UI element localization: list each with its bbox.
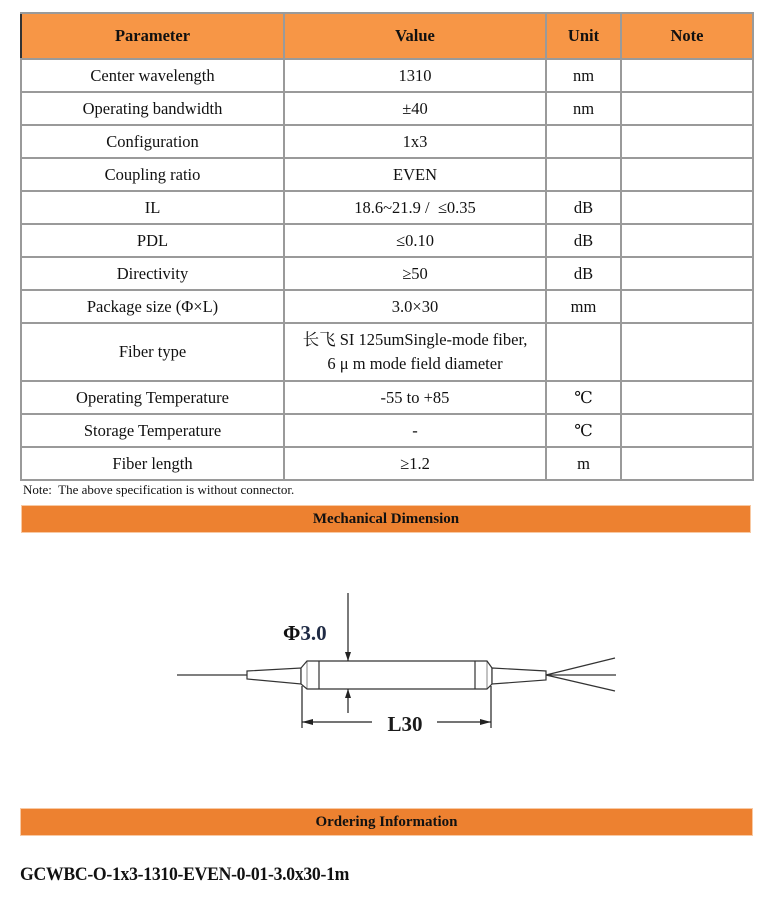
cell-value: - [284, 414, 546, 447]
cell-value: 3.0×30 [284, 290, 546, 323]
cell-parameter: Package size (Φ×L) [21, 290, 284, 323]
cell-value: ≥50 [284, 257, 546, 290]
cell-unit: nm [546, 92, 621, 125]
cell-unit: dB [546, 224, 621, 257]
table-row [21, 59, 753, 92]
cell-unit: m [546, 447, 621, 480]
cell-note [621, 92, 753, 125]
cell-note [621, 125, 753, 158]
table-row [21, 414, 753, 447]
cell-value: 18.6~21.9 / ≤0.35 [284, 191, 546, 224]
cell-value: ≥1.2 [284, 447, 546, 480]
specification-note: Note: The above specification is without connector. [23, 482, 295, 497]
cell-unit [546, 125, 621, 158]
table-row [21, 447, 753, 480]
cell-value: ≤0.10 [284, 224, 546, 257]
header-note: Note [621, 13, 753, 59]
output-fiber-3 [546, 675, 615, 691]
length-arrow-left [302, 719, 313, 725]
cell-parameter: Coupling ratio [21, 158, 284, 191]
cell-note [621, 158, 753, 191]
table-row [21, 191, 753, 224]
coupler-tube [301, 661, 492, 689]
cell-parameter: Directivity [21, 257, 284, 290]
diameter-arrow-down [345, 652, 351, 661]
cell-unit [546, 323, 621, 381]
diameter-label [283, 621, 327, 645]
right-boot [492, 668, 546, 684]
cell-note [621, 381, 753, 414]
length-label: L30 [387, 712, 423, 736]
table-row [21, 158, 753, 191]
cell-value [284, 323, 546, 381]
cell-note [621, 447, 753, 480]
cell-parameter: Fiber length [21, 447, 284, 480]
table-row [21, 323, 753, 381]
header-parameter: Parameter [21, 13, 284, 59]
cell-parameter: Storage Temperature [21, 414, 284, 447]
cell-note [621, 290, 753, 323]
cell-note [621, 224, 753, 257]
cell-unit: nm [546, 59, 621, 92]
mechanical-dimension-heading: Mechanical Dimension [21, 505, 751, 533]
cell-parameter: Configuration [21, 125, 284, 158]
header-value: Value [284, 13, 546, 59]
diameter-symbol: Φ [283, 621, 301, 645]
cell-value: EVEN [284, 158, 546, 191]
cell-value: 1310 [284, 59, 546, 92]
table-header-row [21, 13, 753, 59]
diameter-arrow-up [345, 689, 351, 698]
ordering-part-number: GCWBC-O-1x3-1310-EVEN-0-01-3.0x30-1m [20, 864, 350, 885]
specification-table [20, 12, 754, 481]
cell-parameter: Fiber type [21, 323, 284, 381]
cell-unit: dB [546, 191, 621, 224]
ordering-information-heading: Ordering Information [20, 808, 753, 836]
cell-parameter: PDL [21, 224, 284, 257]
cell-note [621, 59, 753, 92]
cell-note [621, 191, 753, 224]
cell-unit: dB [546, 257, 621, 290]
cell-value: 1x3 [284, 125, 546, 158]
left-boot [247, 668, 301, 684]
diameter-value: 3.0 [300, 621, 327, 645]
table-row [21, 290, 753, 323]
table-row [21, 125, 753, 158]
header-unit: Unit [546, 13, 621, 59]
fiber-type-line-2: 6 μ m mode field diameter [327, 354, 503, 373]
table-row [21, 224, 753, 257]
cell-note [621, 323, 753, 381]
cell-parameter: Operating bandwidth [21, 92, 284, 125]
cell-unit: mm [546, 290, 621, 323]
cell-parameter: Operating Temperature [21, 381, 284, 414]
cell-value: ±40 [284, 92, 546, 125]
fiber-type-line-1: 长飞 SI 125umSingle-mode fiber, [302, 330, 528, 349]
table-row [21, 381, 753, 414]
cell-note [621, 257, 753, 290]
cell-parameter: IL [21, 191, 284, 224]
table-row [21, 92, 753, 125]
cell-value: -55 to +85 [284, 381, 546, 414]
table-row [21, 257, 753, 290]
mechanical-drawing [0, 580, 765, 750]
output-fiber-1 [546, 658, 615, 675]
cell-unit: ℃ [546, 414, 621, 447]
cell-unit [546, 158, 621, 191]
cell-unit: ℃ [546, 381, 621, 414]
cell-parameter: Center wavelength [21, 59, 284, 92]
length-arrow-right [480, 719, 491, 725]
cell-note [621, 414, 753, 447]
